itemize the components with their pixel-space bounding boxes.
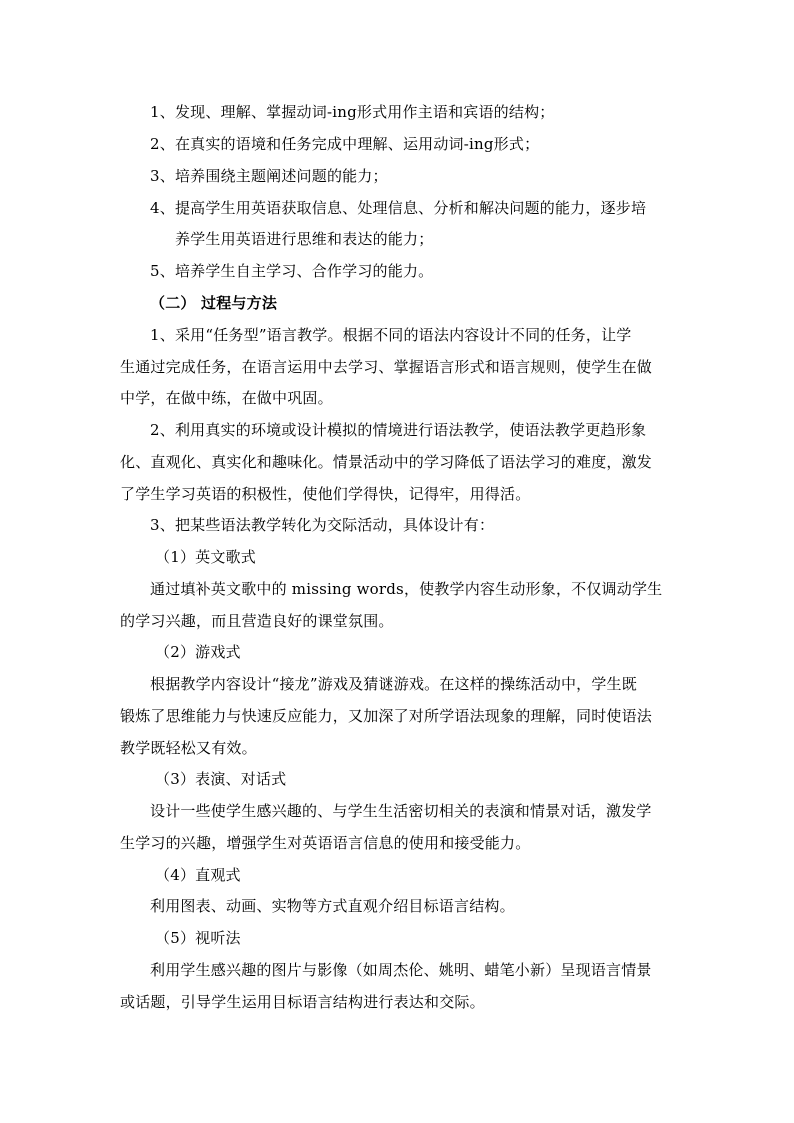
- list-item-3: 3、培养围绕主题阐述问题的能力；: [150, 167, 388, 185]
- method-4-title: （4）直观式: [155, 866, 241, 884]
- method-1-title: （1）英文歌式: [155, 548, 256, 566]
- list-item-4-line-2: 养学生用英语进行思维和表达的能力；: [175, 230, 434, 248]
- method-1-line-2: 的学习兴趣，而且营造良好的课堂氛围。: [120, 612, 394, 630]
- paragraph-1-line-3: 中学，在做中练，在做中巩固。: [120, 389, 333, 407]
- list-item-2: 2、在真实的语境和任务完成中理解、运用动词-ing形式；: [150, 135, 540, 153]
- method-3-line-1: 设计一些使学生感兴趣的、与学生生活密切相关的表演和情景对话，激发学: [150, 802, 652, 820]
- list-item-1: 1、发现、理解、掌握动词-ing形式用作主语和宾语的结构；: [150, 103, 555, 121]
- list-item-4-line-1: 4、提高学生用英语获取信息、处理信息、分析和解决问题的能力，逐步培: [150, 199, 647, 217]
- section-heading: （二） 过程与方法: [150, 294, 278, 312]
- paragraph-3: 3、把某些语法教学转化为交际活动，具体设计有：: [150, 516, 495, 534]
- method-3-line-2: 生学习的兴趣，增强学生对英语语言信息的使用和接受能力。: [120, 834, 531, 852]
- paragraph-2-line-2: 化、直观化、真实化和趣味化。情景活动中的学习降低了语法学习的难度，激发: [120, 453, 653, 471]
- method-5-line-2: 或话题，引导学生运用目标语言结构进行表达和交际。: [120, 993, 485, 1011]
- paragraph-1-line-2: 生通过完成任务，在语言运用中去学习、掌握语言形式和语言规则，使学生在做: [120, 358, 653, 376]
- method-5-title: （5）视听法: [155, 929, 241, 947]
- method-5-line-1: 利用学生感兴趣的图片与影像（如周杰伦、姚明、蜡笔小新）呈现语言情景: [150, 961, 652, 979]
- method-2-title: （2）游戏式: [155, 643, 241, 661]
- list-item-5: 5、培养学生自主学习、合作学习的能力。: [150, 262, 434, 280]
- method-4-line-1: 利用图表、动画、实物等方式直观介绍目标语言结构。: [150, 897, 515, 915]
- method-2-line-2: 锻炼了思维能力与快速反应能力，又加深了对所学语法现象的理解，同时使语法: [120, 707, 653, 725]
- method-3-title: （3）表演、对话式: [155, 770, 287, 788]
- method-2-line-3: 教学既轻松又有效。: [120, 739, 257, 757]
- paragraph-2-line-3: 了学生学习英语的积极性，使他们学得快，记得牢，用得活。: [120, 485, 531, 503]
- paragraph-1-line-1: 1、采用“任务型”语言教学。根据不同的语法内容设计不同的任务，让学: [150, 326, 632, 344]
- paragraph-2-line-1: 2、利用真实的环境或设计模拟的情境进行语法教学，使语法教学更趋形象: [150, 421, 647, 439]
- method-2-line-1: 根据教学内容设计“接龙”游戏及猜谜游戏。在这样的操练活动中，学生既: [150, 675, 637, 693]
- method-1-line-1: 通过填补英文歌中的 missing words，使教学内容生动形象，不仅调动学生: [150, 580, 663, 598]
